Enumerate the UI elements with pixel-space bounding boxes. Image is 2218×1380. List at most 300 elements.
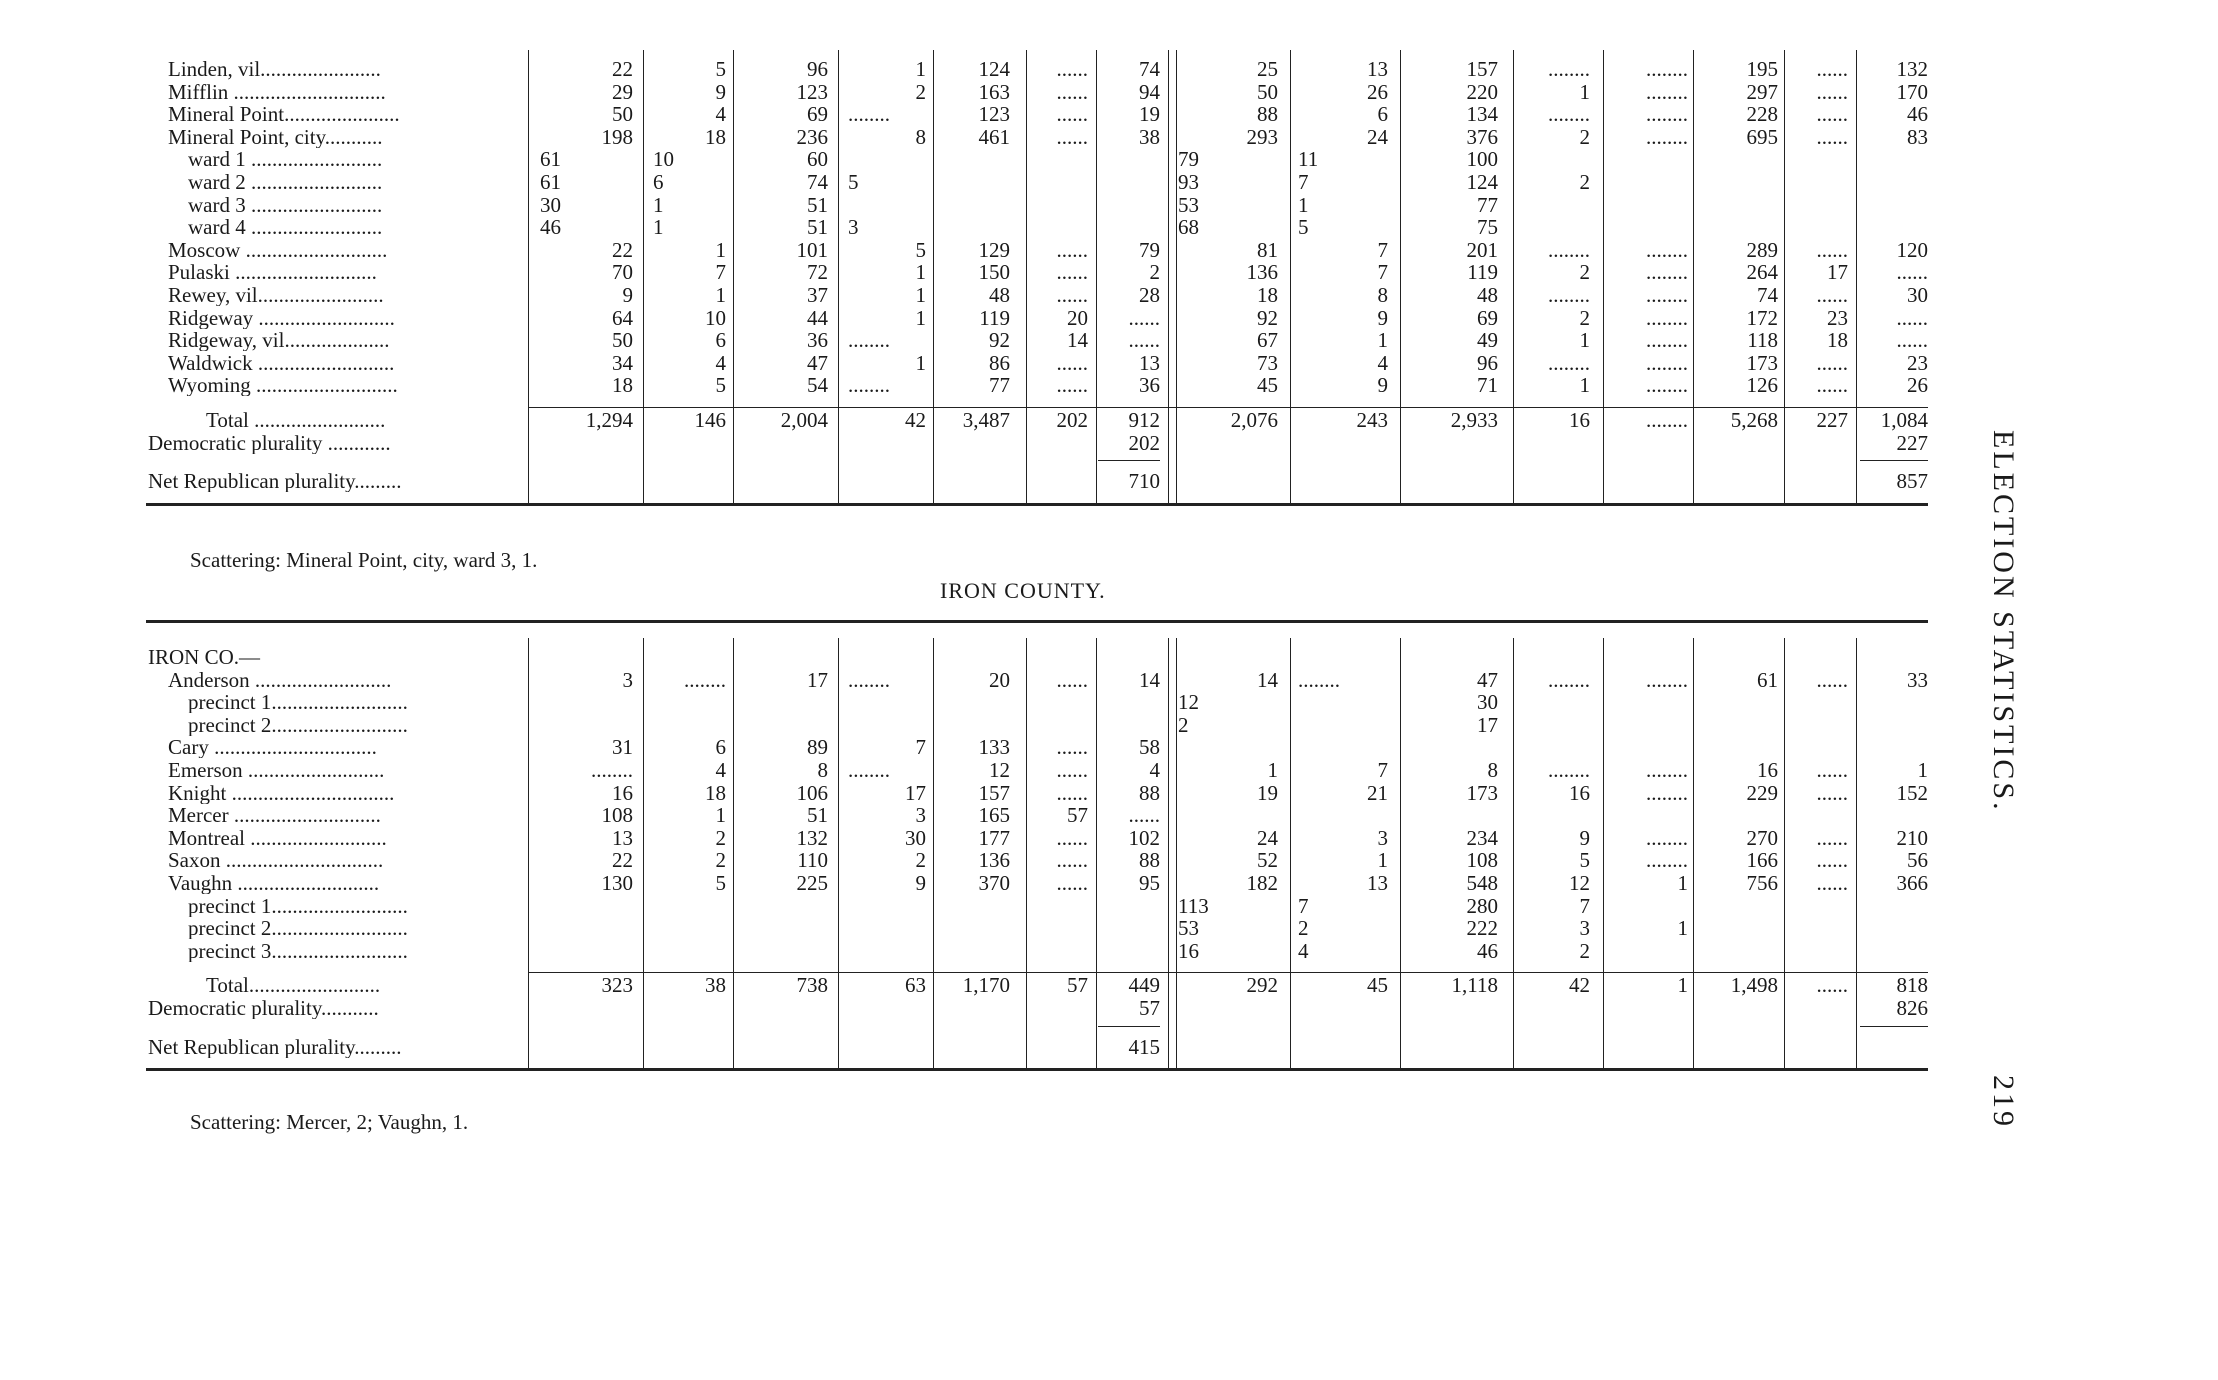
value-cell: 64 [612,305,633,330]
value-cell: 12 [1569,871,1590,895]
value-cell: 18 [705,124,726,149]
value-cell: 33 [1907,667,1928,692]
value-cell: ...... [1056,102,1088,127]
value-cell: 10 [705,305,726,330]
row-label: Cary ............................... [168,736,377,759]
value-cell: 5 [715,373,726,398]
value-cell: 16 [1178,938,1199,963]
value-cell: 3,487 [962,408,1010,432]
value-cell: ...... [1056,780,1088,805]
value-cell: 58 [1139,735,1160,760]
value-cell: 1 [1267,758,1278,782]
value-cell: 134 [1466,102,1498,127]
value-cell: 48 [1477,283,1498,307]
value-cell: 23 [1827,305,1848,330]
value-cell: 4 [1298,938,1309,963]
value-cell: 69 [807,102,828,127]
value-cell: 46 [1477,938,1498,963]
value-cell: ...... [1056,871,1088,895]
value-cell: ...... [1816,102,1848,127]
column-rule [528,50,529,503]
value-cell: 202 [1056,408,1088,432]
row-label: Rewey, vil........................ [168,284,384,306]
value-cell: 150 [978,260,1010,285]
value-cell: ...... [1816,237,1848,262]
value-cell: ...... [1816,283,1848,307]
value-cell: 222 [1466,916,1498,941]
value-cell: 11 [1298,147,1319,172]
value-cell: ........ [848,102,890,127]
row-label: Net Republican plurality......... [148,470,402,493]
value-cell: 77 [1477,192,1498,217]
value-cell: ........ [1646,780,1688,805]
value-cell: ...... [1128,803,1160,828]
value-cell: 227 [1896,430,1928,455]
value-cell: 108 [1466,848,1498,873]
value-cell: ........ [1548,102,1590,127]
value-cell: 96 [807,57,828,81]
value-cell: ........ [1298,667,1340,692]
value-cell: ........ [1646,848,1688,873]
value-cell: 92 [989,328,1010,353]
value-cell: 1 [915,350,926,375]
net-rule [1860,1026,1928,1027]
value-cell: ........ [1646,305,1688,330]
value-cell: ...... [1816,848,1848,873]
value-cell: 173 [1746,350,1778,375]
value-cell: 172 [1746,305,1778,330]
value-cell: 51 [807,803,828,828]
value-cell: 7 [1377,237,1388,262]
value-cell: ........ [1548,283,1590,307]
value-cell: 92 [1257,305,1278,330]
value-cell: 236 [796,124,828,149]
net-rule [1860,460,1928,461]
value-cell: 1 [1298,192,1309,217]
row-label: precinct 1.......................... [188,691,408,714]
value-cell: ........ [848,328,890,353]
value-cell: 136 [978,848,1010,873]
column-rule [528,638,529,1068]
value-cell: 46 [1907,102,1928,127]
value-cell: 21 [1367,780,1388,805]
value-cell: 100 [1466,147,1498,172]
row-label: Mineral Point...................... [168,103,400,126]
value-cell: 95 [1139,871,1160,895]
value-cell: 8 [817,758,828,782]
iron-table-top-rule [146,620,1928,623]
value-cell: 6 [653,170,664,194]
value-cell: 42 [1569,973,1590,998]
value-cell: 738 [796,973,828,998]
row-label: precinct 2.......................... [188,917,408,940]
value-cell: 70 [612,260,633,285]
value-cell: 44 [807,305,828,330]
value-cell: 9 [1579,825,1590,850]
value-cell: 18 [612,373,633,398]
value-cell: 157 [978,780,1010,805]
value-cell: 3 [915,803,926,828]
value-cell: 38 [705,973,726,998]
row-label: Total ......................... [206,409,386,431]
value-cell: 57 [1067,973,1088,998]
value-cell: 7 [1377,260,1388,285]
column-rule [1096,50,1097,503]
top-scattering-note: Scattering: Mineral Point, city, ward 3, 1. [190,548,538,572]
value-cell: ........ [1646,260,1688,285]
row-label: Knight ............................... [168,781,395,804]
value-cell: 94 [1139,79,1160,104]
value-cell: 2 [1298,916,1309,941]
value-cell: 48 [989,283,1010,307]
value-cell: 16 [1757,758,1778,782]
value-cell: 110 [797,848,828,873]
row-label: Total......................... [206,974,381,997]
value-cell: 548 [1466,871,1498,895]
value-cell: ...... [1816,780,1848,805]
column-rule [1513,50,1514,503]
value-cell: 20 [989,667,1010,692]
value-cell: 14 [1067,328,1088,353]
value-cell: 2 [1579,260,1590,285]
value-cell: 243 [1356,408,1388,432]
value-cell: 4 [715,758,726,782]
value-cell: 9 [915,871,926,895]
value-cell: 234 [1466,825,1498,850]
row-label: IRON CO.— [148,646,261,668]
row-label: Mifflin ............................. [168,80,386,103]
value-cell: 280 [1466,893,1498,918]
value-cell: 449 [1128,973,1160,998]
value-cell: ...... [1056,237,1088,262]
value-cell: 69 [1477,305,1498,330]
value-cell: 13 [612,825,633,850]
value-cell: 30 [540,192,561,217]
value-cell: 88 [1139,780,1160,805]
value-cell: 5 [715,57,726,81]
value-cell: 173 [1466,780,1498,805]
value-cell: 1 [1677,871,1688,895]
value-cell: ...... [1056,373,1088,398]
row-label: ward 3 ......................... [188,193,383,216]
column-rule [733,638,734,1068]
value-cell: 45 [1367,973,1388,998]
column-rule [1784,50,1785,503]
value-cell: 47 [1477,667,1498,692]
value-cell: ........ [684,667,726,692]
value-cell: 18 [1257,283,1278,307]
value-cell: 7 [715,260,726,285]
iron-county-title: IRON COUNTY. [940,578,1106,603]
value-cell: 60 [807,147,828,172]
value-cell: 37 [807,283,828,307]
column-rule [1693,50,1694,503]
value-cell: 124 [1466,170,1498,194]
value-cell: ........ [1646,283,1688,307]
net-rule [1098,460,1160,461]
value-cell: 77 [989,373,1010,398]
row-label: Democratic plurality ............ [148,431,391,454]
value-cell: 756 [1746,871,1778,895]
value-cell: 165 [978,803,1010,828]
value-cell: 8 [1487,758,1498,782]
value-cell: ...... [1816,667,1848,692]
column-rule [1026,50,1027,503]
value-cell: 2,933 [1450,408,1498,432]
value-cell: ........ [848,667,890,692]
column-rule [838,638,839,1068]
value-cell: 13 [1139,350,1160,375]
row-label: Pulaski ........................... [168,261,377,284]
table-bottom-rule [146,1068,1928,1071]
value-cell: 22 [612,237,633,262]
value-cell: 289 [1746,237,1778,262]
value-cell: 22 [612,57,633,81]
value-cell: 857 [1896,469,1928,494]
value-cell: ...... [1128,305,1160,330]
value-cell: ...... [1816,57,1848,81]
value-cell: 5 [848,170,859,194]
row-label: Waldwick .......................... [168,351,395,374]
value-cell: 18 [1827,328,1848,353]
value-cell: ........ [1548,57,1590,81]
value-cell: ........ [1646,408,1688,432]
value-cell: ........ [1646,328,1688,353]
value-cell: 1 [653,192,664,217]
value-cell: 170 [1896,79,1928,104]
value-cell: 57 [1139,996,1160,1020]
value-cell: ...... [1056,735,1088,760]
value-cell: 88 [1139,848,1160,873]
column-rule [1856,638,1857,1068]
value-cell: ...... [1128,328,1160,353]
value-cell: 5 [1579,848,1590,873]
value-cell: 83 [1907,124,1928,149]
column-rule [1290,50,1291,503]
value-cell: 73 [1257,350,1278,375]
value-cell: 225 [796,871,828,895]
value-cell: 1,170 [962,973,1010,998]
column-rule [933,638,934,1068]
value-cell: 4 [1377,350,1388,375]
value-cell: 293 [1246,124,1278,149]
value-cell: 50 [1257,79,1278,104]
value-cell: 270 [1746,825,1778,850]
table-bottom-rule [146,503,1928,506]
value-cell: 86 [989,350,1010,375]
value-cell: 18 [705,780,726,805]
value-cell: 118 [1747,328,1778,353]
value-cell: ........ [1646,825,1688,850]
value-cell: 5 [915,237,926,262]
bottom-scattering-note: Scattering: Mercer, 2; Vaughn, 1. [190,1110,469,1134]
value-cell: 1 [715,283,726,307]
row-label: Ridgeway .......................... [168,306,395,329]
value-cell: 17 [905,780,926,805]
value-cell: 366 [1896,871,1928,895]
value-cell: 4 [1149,758,1160,782]
value-cell: 8 [915,124,926,149]
value-cell: 9 [1377,305,1388,330]
value-cell: 17 [1477,712,1498,737]
column-rule [1026,638,1027,1068]
value-cell: 123 [796,79,828,104]
row-label: Net Republican plurality......... [148,1035,402,1058]
value-cell: 292 [1246,973,1278,998]
value-cell: ...... [1056,283,1088,307]
column-rule [838,50,839,503]
value-cell: ...... [1056,350,1088,375]
value-cell: 227 [1816,408,1848,432]
value-cell: 14 [1139,667,1160,692]
value-cell: 2,004 [780,408,828,432]
value-cell: 68 [1178,215,1199,240]
value-cell: ........ [1548,758,1590,782]
value-cell: 7 [1377,758,1388,782]
value-cell: ........ [1646,124,1688,149]
value-cell: 3 [622,667,633,692]
value-cell: 710 [1128,469,1160,494]
value-cell: 1,498 [1730,973,1778,998]
row-label: precinct 2.......................... [188,713,408,736]
value-cell: 119 [979,305,1010,330]
value-cell: 1 [915,57,926,81]
value-cell: 93 [1178,170,1199,194]
value-cell: 7 [1298,893,1309,918]
value-cell: ........ [1646,350,1688,375]
column-rule [1176,638,1177,1068]
value-cell: 4 [715,102,726,127]
value-cell: 57 [1067,803,1088,828]
value-cell: 13 [1367,871,1388,895]
value-cell: 23 [1907,350,1928,375]
value-cell: 67 [1257,328,1278,353]
value-cell: 19 [1139,102,1160,127]
column-rule [1400,50,1401,503]
value-cell: 61 [540,170,561,194]
value-cell: 133 [978,735,1010,760]
column-rule [1400,638,1401,1068]
value-cell: 136 [1246,260,1278,285]
column-rule [1513,638,1514,1068]
value-cell: 14 [1257,667,1278,692]
row-label: ward 4 ......................... [188,216,383,239]
value-cell: 53 [1178,916,1199,941]
value-cell: 42 [905,408,926,432]
value-cell: 130 [601,871,633,895]
value-cell: ........ [1646,102,1688,127]
value-cell: ........ [1646,373,1688,398]
value-cell: 38 [1139,124,1160,149]
value-cell: 370 [978,871,1010,895]
column-rule [733,50,734,503]
value-cell: 2 [915,848,926,873]
column-rule [643,638,644,1068]
value-cell: 826 [1896,996,1928,1020]
value-cell: ........ [1548,667,1590,692]
value-cell: 63 [905,973,926,998]
value-cell: 74 [807,170,828,194]
value-cell: 74 [1757,283,1778,307]
value-cell: ...... [1816,973,1848,998]
value-cell: 13 [1367,57,1388,81]
value-cell: 24 [1367,124,1388,149]
value-cell: 16 [1569,780,1590,805]
value-cell: ...... [1056,124,1088,149]
value-cell: 1 [1579,79,1590,104]
value-cell: 49 [1477,328,1498,353]
value-cell: 1 [1579,328,1590,353]
value-cell: 198 [601,124,633,149]
value-cell: 166 [1746,848,1778,873]
value-cell: ...... [1816,825,1848,850]
column-rule [1168,50,1169,503]
value-cell: 81 [1257,237,1278,262]
value-cell: ........ [1548,237,1590,262]
value-cell: 202 [1128,430,1160,455]
value-cell: 1,294 [585,408,633,432]
value-cell: 2 [1579,170,1590,194]
column-rule [1290,638,1291,1068]
value-cell: 56 [1907,848,1928,873]
value-cell: 123 [978,102,1010,127]
value-cell: 30 [1477,690,1498,715]
value-cell: 177 [978,825,1010,850]
value-cell: 22 [612,848,633,873]
value-cell: 9 [715,79,726,104]
value-cell: 17 [1827,260,1848,285]
value-cell: 297 [1746,79,1778,104]
value-cell: 124 [978,57,1010,81]
row-label: Emerson .......................... [168,759,385,781]
value-cell: ........ [591,758,633,782]
value-cell: 120 [1896,237,1928,262]
column-rule [1603,50,1604,503]
value-cell: 9 [622,283,633,307]
value-cell: 5 [715,871,726,895]
value-cell: 4 [715,350,726,375]
value-cell: ........ [1548,350,1590,375]
value-cell: 34 [612,350,633,375]
value-cell: ........ [848,373,890,398]
row-label: precinct 3.......................... [188,939,408,962]
value-cell: 16 [612,780,633,805]
value-cell: 19 [1257,780,1278,805]
value-cell: 3 [848,215,859,240]
value-cell: 16 [1569,408,1590,432]
value-cell: 7 [1298,170,1309,194]
value-cell: 1,084 [1880,408,1928,432]
value-cell: 12 [989,758,1010,782]
value-cell: 264 [1746,260,1778,285]
value-cell: 152 [1896,780,1928,805]
value-cell: 1 [653,215,664,240]
value-cell: 1 [715,237,726,262]
column-rule [643,50,644,503]
value-cell: 2 [1178,712,1189,737]
value-cell: 96 [1477,350,1498,375]
value-cell: ...... [1816,124,1848,149]
value-cell: ...... [1056,57,1088,81]
value-cell: 101 [796,237,828,262]
value-cell: 2 [715,848,726,873]
value-cell: 2 [1579,938,1590,963]
value-cell: ...... [1816,79,1848,104]
value-cell: 201 [1466,237,1498,262]
column-rule [933,50,934,503]
value-cell: 45 [1257,373,1278,398]
value-cell: 51 [807,192,828,217]
